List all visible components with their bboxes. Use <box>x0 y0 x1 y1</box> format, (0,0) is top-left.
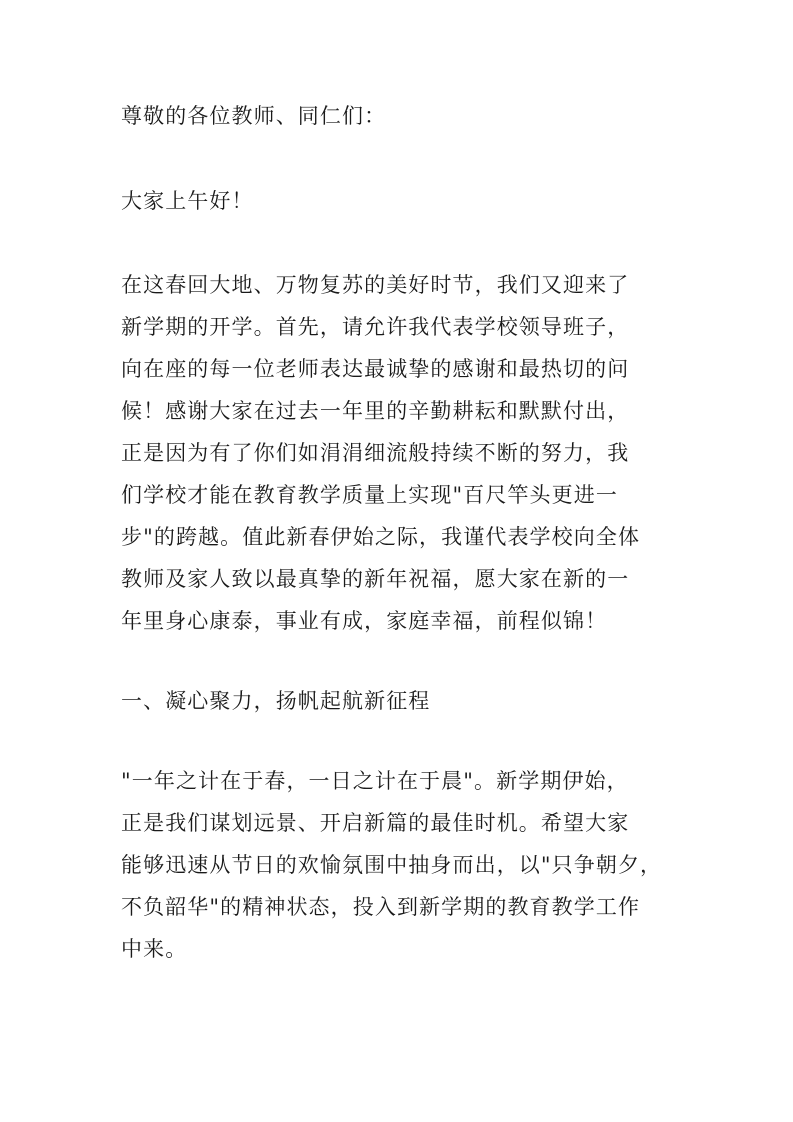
paragraph-line: 中来。 <box>121 937 188 961</box>
paragraph-line: 教师及家人致以最真挚的新年祝福，愿大家在新的一 <box>121 567 630 591</box>
paragraph-line: 正是因为有了你们如涓涓细流般持续不断的努力，我 <box>121 441 630 465</box>
salutation-line: 大家上午好！ <box>121 189 254 213</box>
paragraph-line: 候！感谢大家在过去一年里的辛勤耕耘和默默付出， <box>121 399 630 423</box>
section-heading: 一、凝心聚力，扬帆起航新征程 <box>121 689 431 713</box>
paragraph-line: "一年之计在于春，一日之计在于晨"。新学期伊始， <box>121 769 629 793</box>
paragraph-line: 能够迅速从节日的欢愉氛围中抽身而出，以"只争朝夕， <box>121 853 663 877</box>
paragraph-line: 新学期的开学。首先，请允许我代表学校领导班子， <box>121 315 630 339</box>
paragraph-line: 向在座的每一位老师表达最诚挚的感谢和最热切的问 <box>121 357 630 381</box>
greeting-line: 尊敬的各位教师、同仁们： <box>121 104 387 128</box>
paragraph-line: 不负韶华"的精神状态，投入到新学期的教育教学工作 <box>121 895 641 919</box>
paragraph-line: 步"的跨越。值此新春伊始之际，我谨代表学校向全体 <box>121 525 641 549</box>
paragraph-line: 在这春回大地、万物复苏的美好时节，我们又迎来了 <box>121 273 630 297</box>
paragraph-line: 们学校才能在教育教学质量上实现"百尺竿头更进一 <box>121 483 618 507</box>
paragraph-line: 正是我们谋划远景、开启新篇的最佳时机。希望大家 <box>121 811 630 835</box>
paragraph-line: 年里身心康泰，事业有成，家庭幸福，前程似锦！ <box>121 609 608 633</box>
